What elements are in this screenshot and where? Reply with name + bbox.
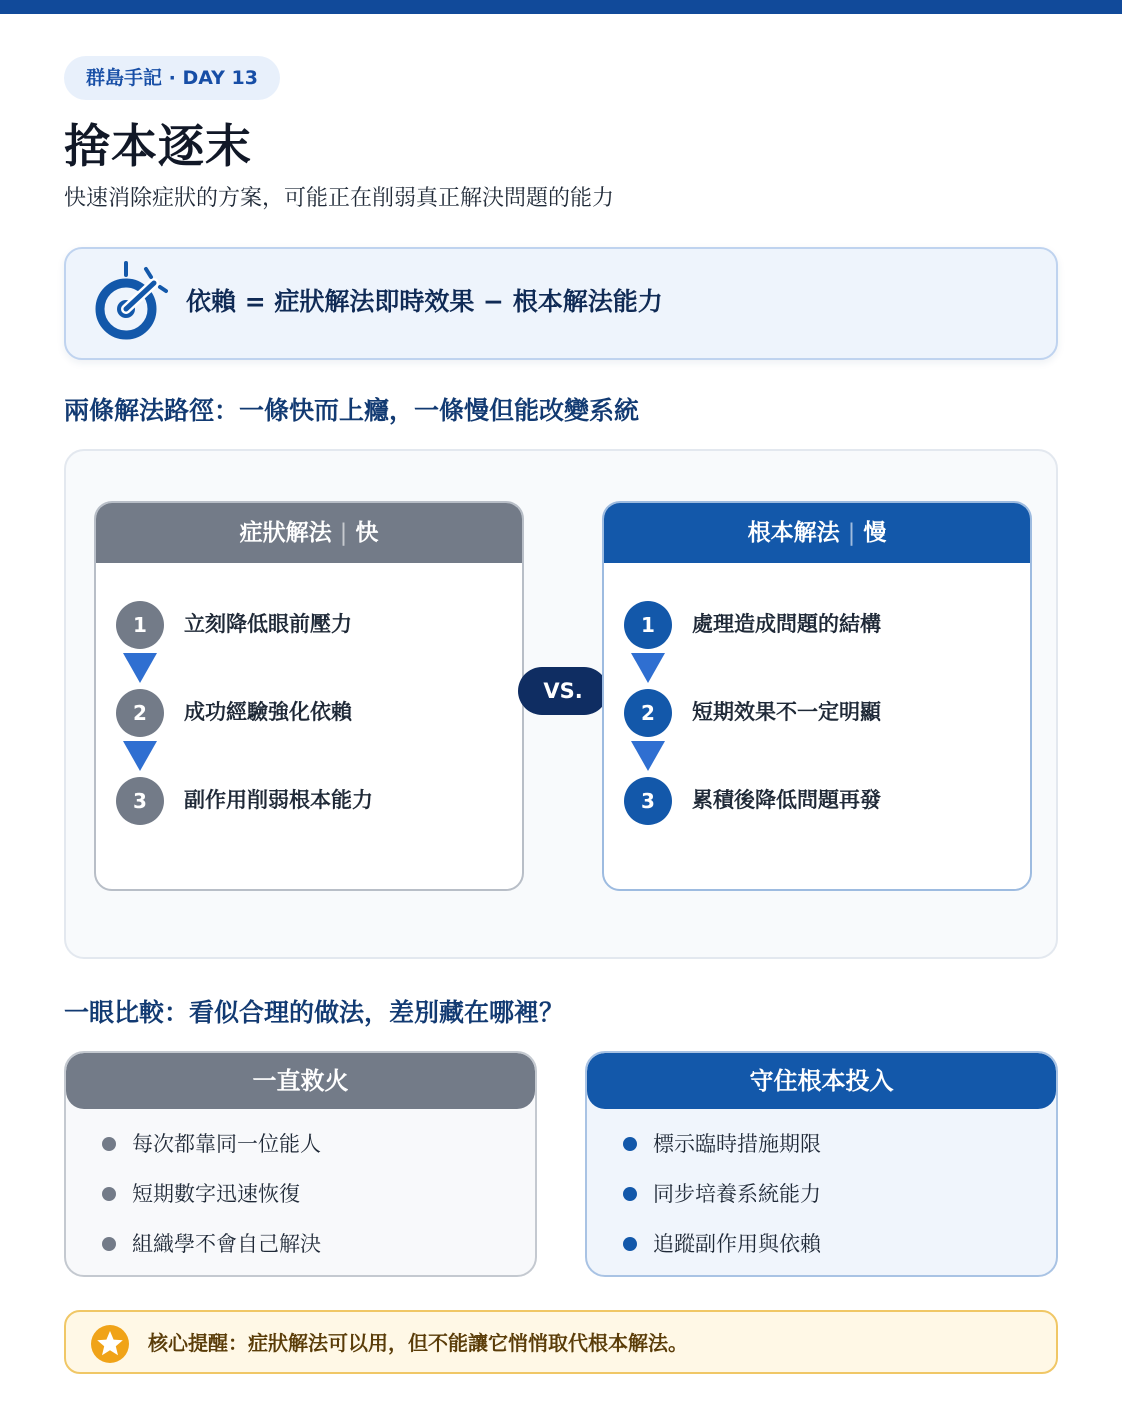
fundamental-step	[624, 689, 1004, 737]
list-item-text: 短期數字迅速恢復	[132, 1182, 300, 1206]
arrow-down-icon	[631, 741, 665, 771]
series-tag: 群島手記 · DAY 13	[64, 56, 280, 100]
paths-heading: 兩條解法路徑：一條快而上癮，一條慢但能改變系統	[64, 396, 640, 425]
list-item-text: 組織學不會自己解決	[132, 1232, 321, 1256]
list-item	[623, 1229, 1043, 1259]
star-icon	[90, 1324, 130, 1364]
page-subtitle: 快速消除症狀的方案，可能正在削弱真正解決問題的能力	[64, 186, 615, 211]
step-text: 副作用削弱根本能力	[184, 788, 373, 812]
symptom-step	[116, 777, 496, 825]
list-item-text: 追蹤副作用與依賴	[653, 1232, 821, 1256]
step-text: 累積後降低問題再發	[692, 788, 881, 812]
vs-badge: VS.	[518, 667, 608, 715]
fundamental-card-speed: 慢	[863, 520, 887, 546]
root-investment-title: 守住根本投入	[587, 1053, 1056, 1109]
comparison-heading: 一眼比較：看似合理的做法，差別藏在哪裡？	[64, 998, 565, 1027]
step-text: 立刻降低眼前壓力	[184, 612, 352, 636]
step-number: 2	[624, 689, 672, 737]
list-item	[102, 1129, 522, 1159]
step-number: 2	[116, 689, 164, 737]
bullet-dot-icon	[623, 1137, 637, 1151]
symptom-card-speed: 快	[355, 520, 379, 546]
header-separator: |	[339, 520, 348, 546]
symptom-card-header	[96, 503, 522, 563]
list-item-text: 每次都靠同一位能人	[132, 1132, 321, 1156]
list-item-text: 同步培養系統能力	[653, 1182, 821, 1206]
step-text: 成功經驗強化依賴	[184, 700, 352, 724]
symptom-step	[116, 689, 496, 737]
header-separator: |	[847, 520, 856, 546]
top-accent-bar	[0, 0, 1122, 14]
symptom-step	[116, 601, 496, 649]
arrow-down-icon	[631, 653, 665, 683]
formula-text: 依賴 = 症狀解法即時效果 − 根本解法能力	[186, 287, 663, 316]
step-number: 3	[116, 777, 164, 825]
firefighting-panel	[64, 1051, 537, 1277]
list-item	[623, 1179, 1043, 1209]
step-number: 1	[624, 601, 672, 649]
bullet-dot-icon	[102, 1137, 116, 1151]
step-text: 處理造成問題的結構	[692, 612, 881, 636]
step-text: 短期效果不一定明顯	[692, 700, 881, 724]
fundamental-card-header	[604, 503, 1030, 563]
bullet-dot-icon	[623, 1187, 637, 1201]
root-investment-panel	[585, 1051, 1058, 1277]
list-item	[102, 1179, 522, 1209]
target-icon	[92, 261, 168, 341]
list-item	[102, 1229, 522, 1259]
paths-comparison	[64, 449, 1058, 959]
fundamental-card-title: 根本解法	[747, 520, 840, 546]
bullet-dot-icon	[102, 1187, 116, 1201]
core-reminder-note	[64, 1310, 1058, 1374]
formula-box	[64, 247, 1058, 360]
fundamental-solution-card	[602, 501, 1032, 891]
bullet-dot-icon	[623, 1237, 637, 1251]
page-title: 捨本逐末	[64, 119, 252, 173]
core-reminder-text: 核心提醒：症狀解法可以用，但不能讓它悄悄取代根本解法。	[148, 1331, 688, 1355]
step-number: 3	[624, 777, 672, 825]
list-item-text: 標示臨時措施期限	[653, 1132, 821, 1156]
arrow-down-icon	[123, 653, 157, 683]
symptom-card-title: 症狀解法	[239, 520, 332, 546]
list-item	[623, 1129, 1043, 1159]
firefighting-title: 一直救火	[66, 1053, 535, 1109]
fundamental-step	[624, 777, 1004, 825]
fundamental-step	[624, 601, 1004, 649]
symptom-solution-card	[94, 501, 524, 891]
arrow-down-icon	[123, 741, 157, 771]
step-number: 1	[116, 601, 164, 649]
bullet-dot-icon	[102, 1237, 116, 1251]
